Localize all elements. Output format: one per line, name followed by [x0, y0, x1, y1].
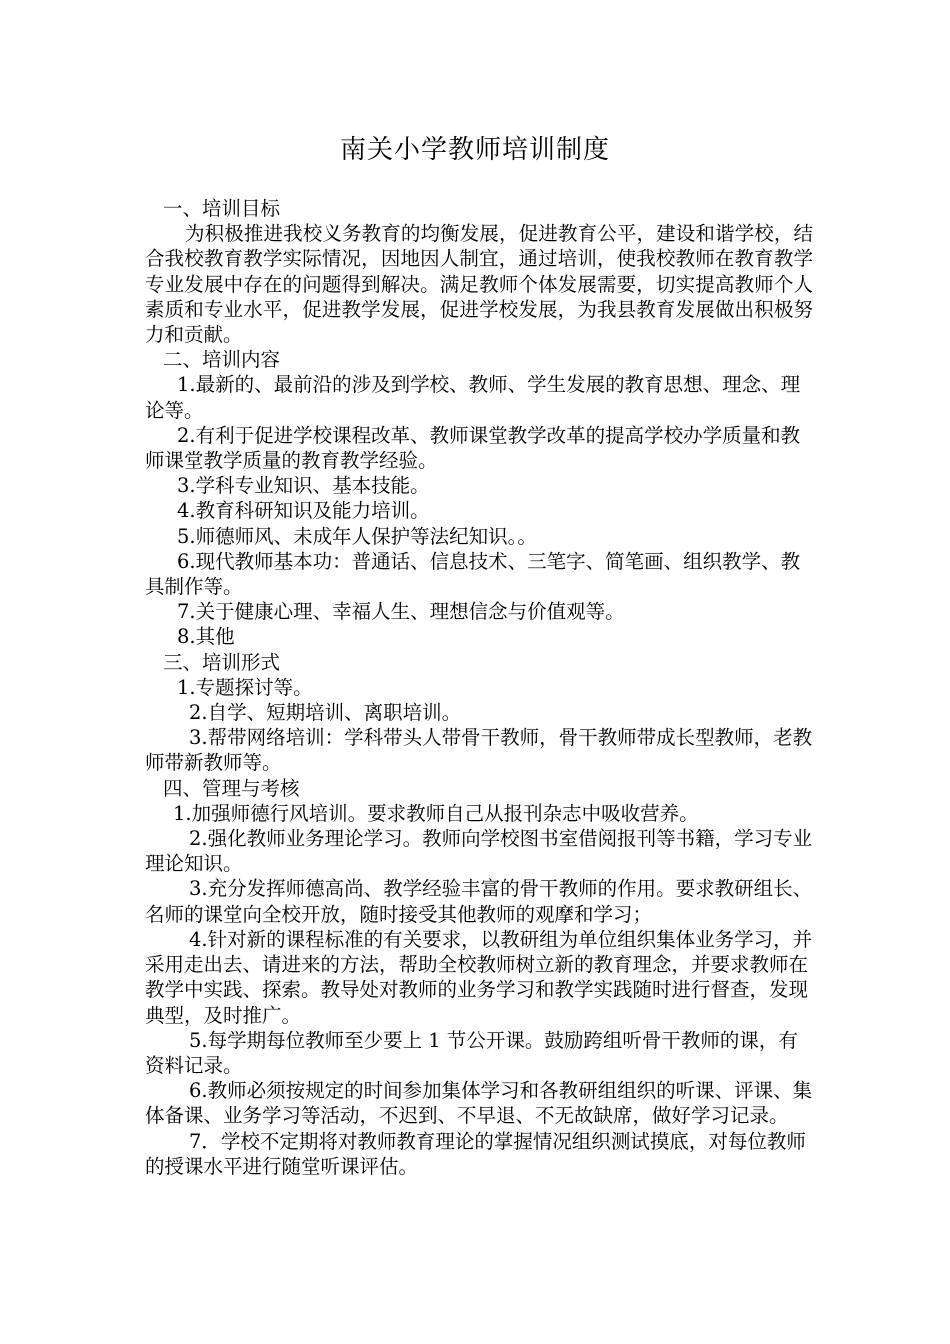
- paragraph: 4.针对新的课程标准的有关要求，以教研组为单位组织集体业务学习，并采用走出去、请进来的方法，帮助全校教师树立新的教育理念，并要求教师在教学中实践、探索。教导处对教师的业务学习和教学实践随时进行督查，发现典型，及时推广。: [145, 927, 813, 1027]
- paragraph: 1.加强师德行风培训。要求教师自己从报刊杂志中吸收营养。: [173, 801, 699, 825]
- document-body: [145, 196, 813, 1179]
- paragraph: 4.教育科研知识及能力培训。: [177, 499, 430, 523]
- paragraph: 3.学科专业知识、基本技能。: [177, 474, 430, 498]
- paragraph: 8.其他: [177, 625, 235, 649]
- paragraph: 为积极推进我校义务教育的均衡发展，促进教育公平，建设和谐学校，结合我校教育教学实际情况，因地因人制宜，通过培训，使我校教师在教育教学专业发展中存在的问题得到解决。满足教师个体发展需要，切实提高教师个人素质和专业水平，促进教学发展，促进学校发展，为我县教育发展做出积极努力和贡献。: [145, 222, 813, 347]
- paragraph: 一、培训目标: [163, 197, 281, 220]
- paragraph: 1.专题探讨等。: [177, 675, 313, 699]
- paragraph: 3.帮带网络培训：学科带头人带骨干教师，骨干教师带成长型教师，老教师带新教师等。: [145, 726, 813, 775]
- paragraph: 5.师德师风、未成年人保护等法纪知识。。: [177, 524, 537, 548]
- paragraph: 2.强化教师业务理论学习。教师向学校图书室借阅报刊等书籍，学习专业理论知识。: [145, 827, 813, 876]
- paragraph: 6.现代教师基本功：普通话、信息技术、三笔字、简笔画、组织教学、教具制作等。: [145, 549, 801, 599]
- document-title: 南关小学教师培训制度: [339, 135, 610, 165]
- paragraph: 2.有利于促进学校课程改革、教师课堂教学改革的提高学校办学质量和教师课堂教学质量的教育教学经验。: [145, 423, 801, 473]
- paragraph: 四、管理与考核: [163, 776, 300, 800]
- paragraph: 二、培训内容: [163, 348, 281, 372]
- paragraph: 1.最新的、最前沿的涉及到学校、教师、学生发展的教育思想、理念、理论等。: [145, 373, 801, 422]
- paragraph: 7．学校不定期将对教师教育理论的掌握情况组织测试摸底，对每位教师的授课水平进行随堂听课评估。: [145, 1129, 806, 1178]
- paragraph: 3.充分发挥师德高尚、教学经验丰富的骨干教师的作用。要求教研组长、名师的课堂向全校开放，随时接受其他教师的观摩和学习；: [145, 877, 813, 926]
- paragraph: 2.自学、短期培训、离职培训。: [189, 701, 462, 725]
- paragraph: 7.关于健康心理、幸福人生、理想信念与价值观等。: [177, 600, 625, 624]
- paragraph: 三、培训形式: [163, 650, 281, 674]
- paragraph: 5.每学期每位教师至少要上 1 节公开课。鼓励跨组听骨干教师的课，有资料记录。: [145, 1028, 798, 1077]
- paragraph: 6.教师必须按规定的时间参加集体学习和各教研组组织的听课、评课、集体备课、业务学习等活动，不迟到、不早退、不无故缺席，做好学习记录。: [145, 1079, 813, 1128]
